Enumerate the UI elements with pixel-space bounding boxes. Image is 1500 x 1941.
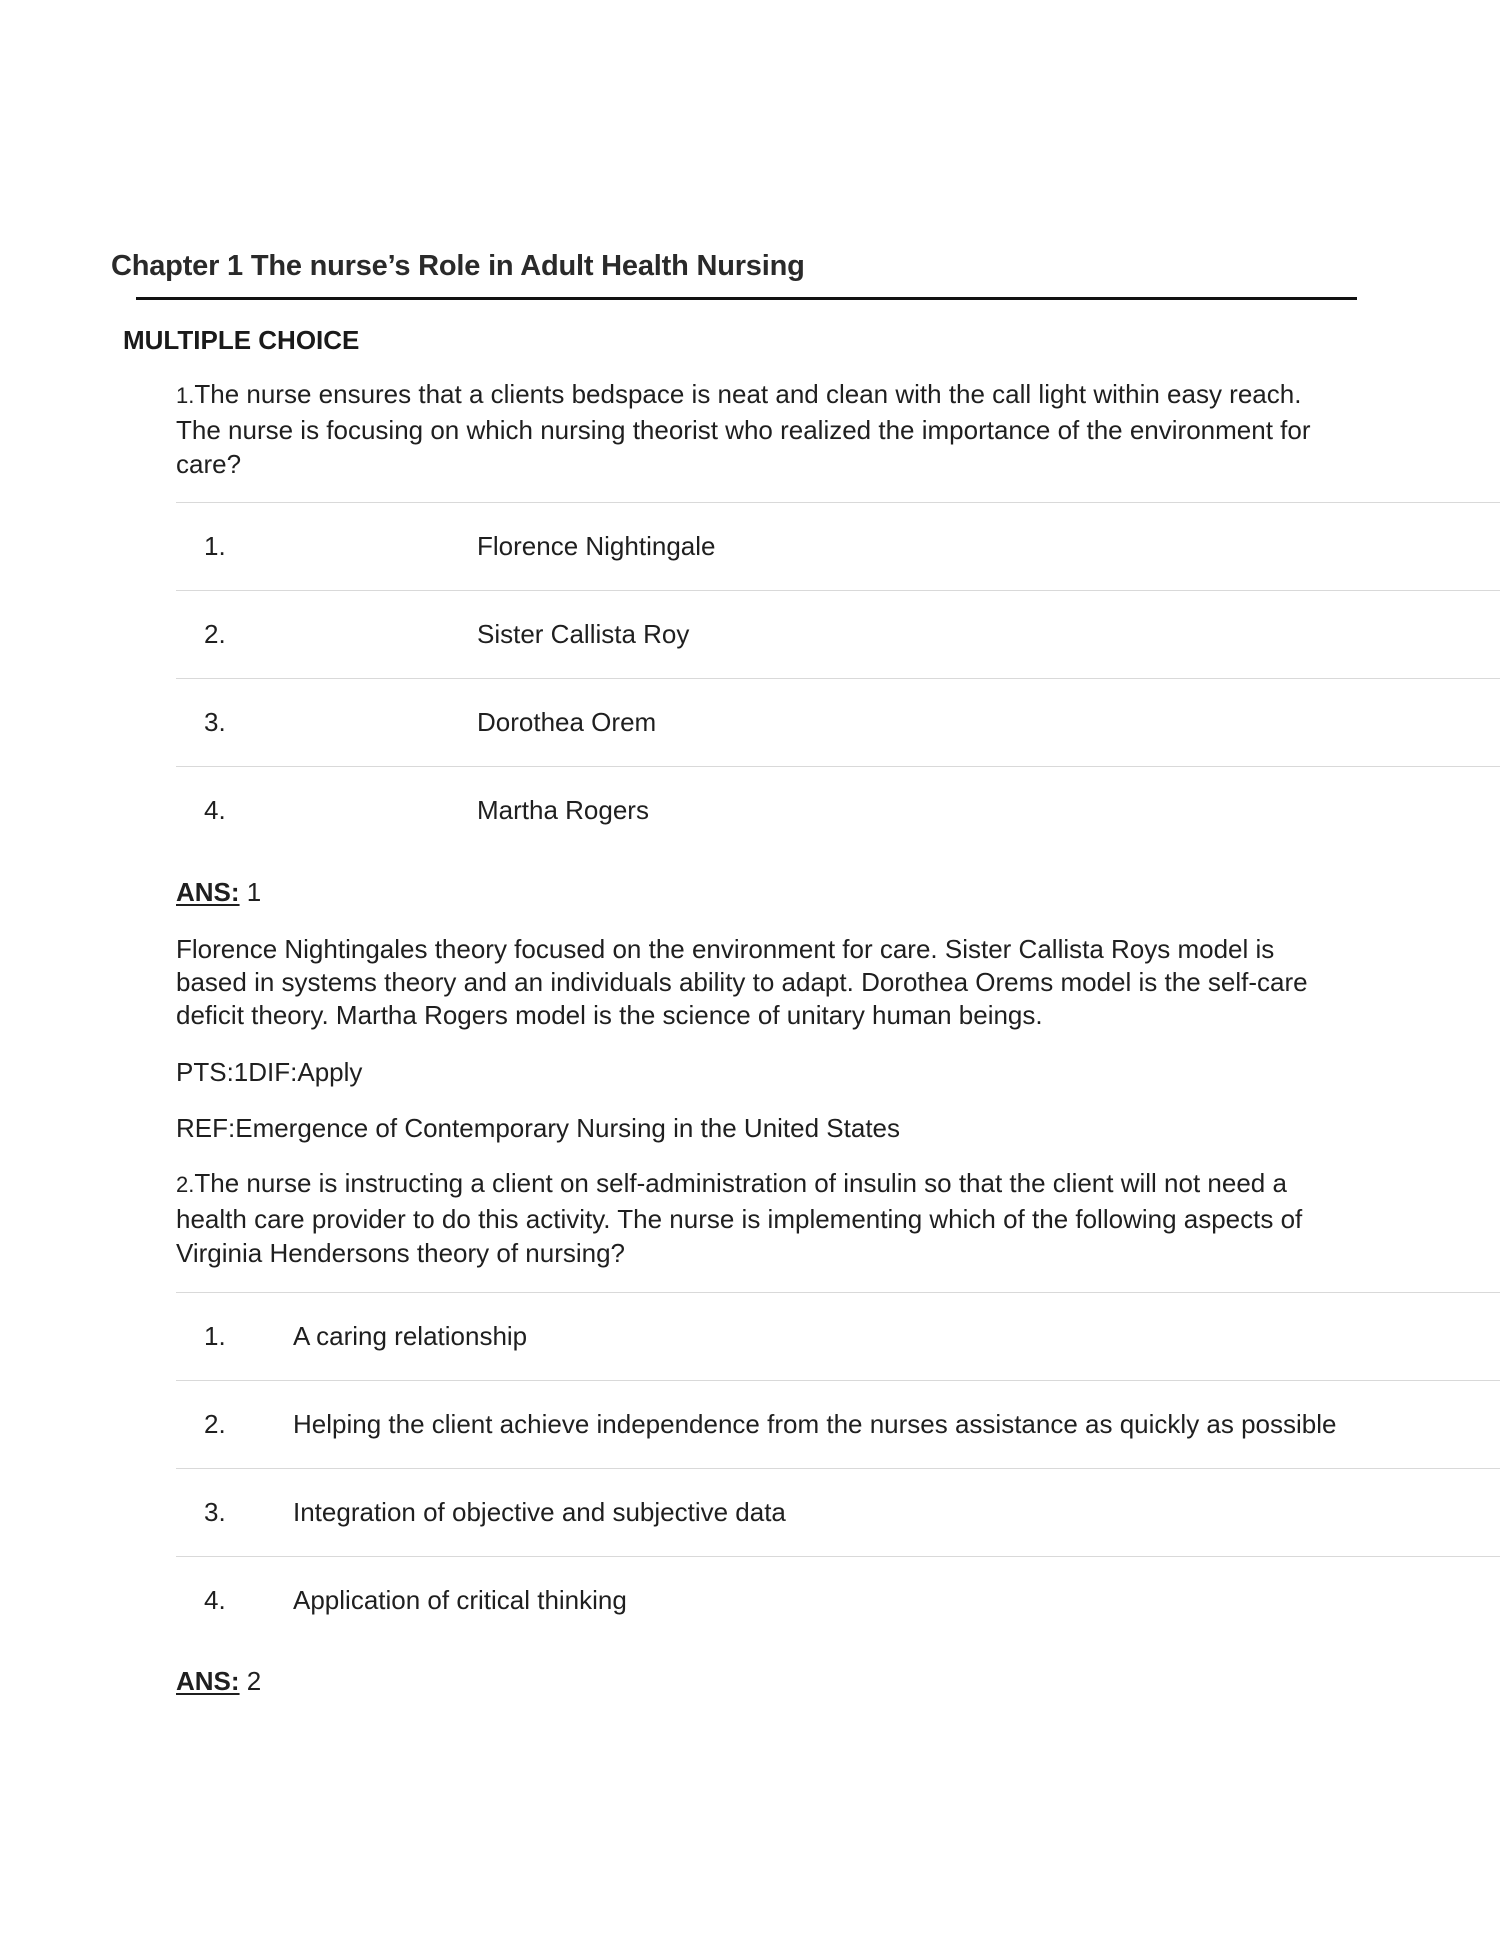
option-text: Application of critical thinking <box>293 1585 627 1615</box>
answer-value: 2 <box>239 1666 262 1696</box>
option-text: A caring relationship <box>293 1321 528 1351</box>
option-number: 2. <box>204 1409 226 1439</box>
section-heading: MULTIPLE CHOICE <box>123 325 360 355</box>
answer-label: ANS: <box>176 1666 240 1696</box>
title-underline-rule <box>136 297 1357 300</box>
option-number: 4. <box>204 1585 226 1615</box>
option-text: Florence Nightingale <box>477 531 716 561</box>
option-number: 2. <box>204 619 226 649</box>
question-1-answer <box>176 877 261 908</box>
question-2-answer <box>176 1666 261 1697</box>
question-1-points-difficulty: PTS:1DIF:Apply <box>176 1057 363 1087</box>
option-text: Helping the client achieve independence from the nurses assistance as quickly as possible <box>293 1409 1337 1439</box>
option-text: Martha Rogers <box>477 795 649 825</box>
option-row <box>176 502 1500 590</box>
option-text: Sister Callista Roy <box>477 619 690 649</box>
question-text: The nurse ensures that a clients bedspace is neat and clean with the call light within easy reach. The nurse is focusing on which nursing theorist who realized the importance of the environment for care? <box>176 379 1311 479</box>
question-1-reference: REF:Emergence of Contemporary Nursing in the United States <box>176 1113 901 1143</box>
option-number: 3. <box>204 707 226 737</box>
question-number: 2. <box>176 1172 195 1197</box>
answer-label: ANS: <box>176 877 240 907</box>
question-2-options <box>176 1292 1500 1644</box>
option-row <box>176 1380 1500 1468</box>
option-number: 4. <box>204 795 226 825</box>
question-1-rationale: Florence Nightingales theory focused on the environment for care. Sister Callista Roys model is based in systems theory and an individuals ability to adapt. Dorothea Orems model is the self-care deficit theory. Martha Rogers model is the science of unitary human beings. <box>176 934 1308 1030</box>
option-number: 1. <box>204 531 226 561</box>
question-number: 1. <box>176 383 195 408</box>
option-row <box>176 766 1500 854</box>
option-text: Integration of objective and subjective data <box>293 1497 786 1527</box>
option-text: Dorothea Orem <box>477 707 657 737</box>
option-row <box>176 1468 1500 1556</box>
question-1-stem <box>176 377 1326 481</box>
question-1-options <box>176 502 1500 854</box>
option-number: 1. <box>204 1321 226 1351</box>
question-text: The nurse is instructing a client on self-administration of insulin so that the client will not need a health care provider to do this activity. The nurse is implementing which of the following aspects of Virginia Hendersons theory of nursing? <box>176 1168 1303 1268</box>
question-2-stem <box>176 1166 1326 1270</box>
option-row <box>176 590 1500 678</box>
answer-value: 1 <box>239 877 262 907</box>
option-row <box>176 1292 1500 1380</box>
option-row <box>176 1556 1500 1644</box>
option-row <box>176 678 1500 766</box>
option-number: 3. <box>204 1497 226 1527</box>
chapter-title: Chapter 1 The nurse’s Role in Adult Health Nursing <box>111 250 805 282</box>
